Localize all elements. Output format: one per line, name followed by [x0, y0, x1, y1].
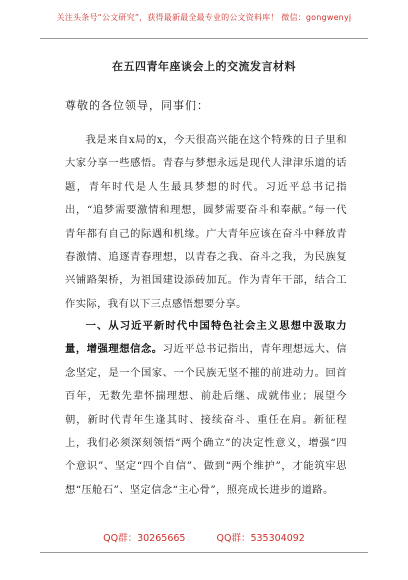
- document-title: 在五四青年座谈会上的交流发言材料: [112, 60, 296, 73]
- paragraph-intro: 我是来自x局的x，今天很高兴能在这个特殊的日子里和大家分享一些感悟。青春与梦想永远是现代人津津乐道的话题，青年时代是人生最具梦想的时代。习近平总书记指出，“追梦需要激情和理想，圆梦需要奋斗和奉献。”每一代青年都有自己的际遇和机缘。广大青年应该在奋斗中释放青春激情、追逐青春理想，以青春之我、奋斗之我，为民族复兴铺路架桥，为祖国建设添砖加瓦。作为青年干部，结合工作实际，我有以下三点感悟想要分享。: [65, 134, 347, 310]
- section-heading: 一、从习近平新时代中国特色社会主义思想中汲取力量，增强理想信念。: [65, 320, 347, 356]
- paragraph-body: 习近平总书记指出，青年理想远大、信念坚定，是一个国家、一个民族无坚不摧的前进动力。回首百年，无数先辈怀揣理想、前赴后继、成就伟业；展望今朝，新时代青年生逢其时、接续奋斗、重任在肩。新征程上，我们必须深刻领悟“两个确立”的决定性意义，增强“四个意识”、坚定“四个自信”、做到“两个维护”，才能筑牢思想“压舱石”、坚定信念“主心骨”，照亮成长进步的道路。: [65, 343, 347, 496]
- greeting: 尊敬的各位领导，同事们：: [65, 99, 209, 112]
- footer-divider: [40, 552, 368, 553]
- header-divider: [40, 38, 368, 39]
- paragraph-point-one: [65, 315, 347, 502]
- header-note: 关注头条号“公文研究”，获得最新最全最专业的公文资料库！ 微信：gongwenyj: [56, 13, 352, 22]
- qq-group-1: QQ群：30265665: [103, 533, 186, 544]
- qq-group-2: QQ群：535304092: [216, 533, 305, 544]
- footer-contacts: [0, 530, 408, 544]
